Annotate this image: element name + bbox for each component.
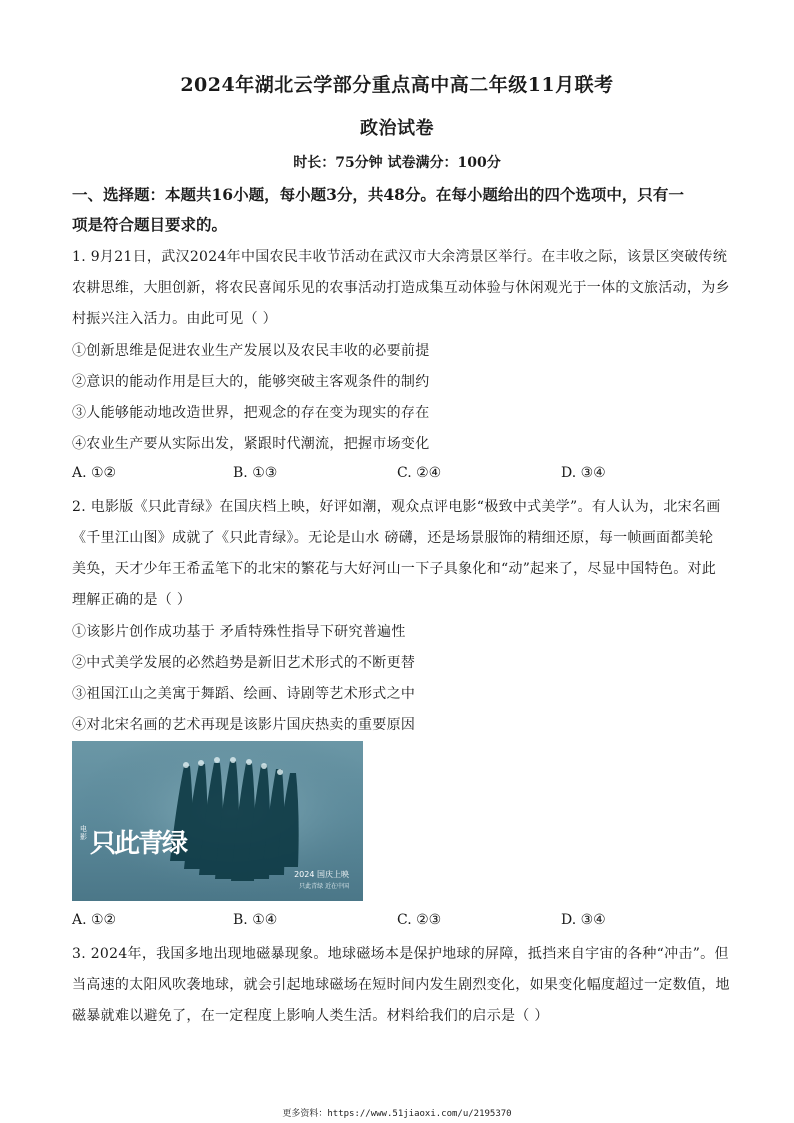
poster-release-date: 2024 国庆上映 xyxy=(294,870,349,879)
poster-small-title: 电影 xyxy=(80,825,87,841)
q1-stem-line: 村振兴注入活力。由此可见（ ） xyxy=(72,311,277,327)
poster-title: 只此青绿 xyxy=(90,829,187,859)
q2-stem-line: 《千里江山图》成就了《只此青绿》。无论是山水 磅礴，还是场景服饰的精细还原，每一帧画面都美轮 xyxy=(72,530,714,546)
q3-stem-line: 磁暴就难以避免了，在一定程度上影响人类生活。材料给我们的启示是（ ） xyxy=(72,1008,549,1024)
film-poster-image xyxy=(72,741,363,901)
q2-statement: ①该影片创作成功基于 矛盾特殊性指导下研究普遍性 xyxy=(72,624,406,640)
q2-option-d: D. ③④ xyxy=(561,912,606,928)
exam-meta: 时长：75分钟 试卷满分：100分 xyxy=(293,155,501,171)
q2-stem-line: 理解正确的是（ ） xyxy=(72,592,192,608)
q2-stem-line: 2. 电影版《只此青绿》在国庆档上映，好评如潮，观众点评电影“极致中式美学”。有人认为，北宋名画 xyxy=(72,499,721,515)
footer-link[interactable]: 更多资料：https://www.51jiaoxi.com/u/2195370 xyxy=(282,1109,512,1119)
q1-statement: ③人能够能动地改造世界，把观念的存在变为现实的存在 xyxy=(72,405,430,421)
q2-statement: ②中式美学发展的必然趋势是新旧艺术形式的不断更替 xyxy=(72,655,416,671)
q2-option-a: A. ①② xyxy=(72,912,117,928)
section-heading-line1: 一、选择题：本题共16小题，每小题3分，共48分。在每小题给出的四个选项中，只有一 xyxy=(72,185,684,204)
q1-stem-line: 农耕思维，大胆创新，将农民喜闻乐见的农事活动打造成集互动体验与休闲观光于一体的文旅活动，为乡 xyxy=(72,280,730,296)
q1-statement: ①创新思维是促进农业生产发展以及农民丰收的必要前提 xyxy=(72,343,430,359)
exam-title: 2024年湖北云学部分重点高中高二年级11月联考 xyxy=(180,74,614,96)
q1-option-d: D. ③④ xyxy=(561,465,606,481)
q2-option-b: B. ①④ xyxy=(233,912,278,928)
q2-statement: ③祖国江山之美寓于舞蹈、绘画、诗剧等艺术形式之中 xyxy=(72,686,416,702)
section-heading-line2: 项是符合题目要求的。 xyxy=(72,215,228,234)
q3-stem-line: 3. 2024年，我国多地出现地磁暴现象。地球磁场本是保护地球的屏障，抵挡来自宇宙的各种“冲击”。但 xyxy=(72,946,729,962)
q2-stem-line: 美奂，天才少年王希孟笔下的北宋的繁花与大好河山一下子具象化和“动”起来了，尽显中国特色。对此 xyxy=(72,561,717,577)
q1-stem-line: 1. 9月21日，武汉2024年中国农民丰收节活动在武汉市大余湾景区举行。在丰收之际，该景区突破传统 xyxy=(72,249,728,265)
q2-statement: ④对北宋名画的艺术再现是该影片国庆热卖的重要原因 xyxy=(72,717,416,733)
q1-statement: ②意识的能动作用是巨大的，能够突破主客观条件的制约 xyxy=(72,374,430,390)
q1-option-a: A. ①② xyxy=(72,465,117,481)
q1-option-b: B. ①③ xyxy=(233,465,278,481)
q2-option-c: C. ②③ xyxy=(397,912,442,928)
q3-stem-line: 当高速的太阳风吹袭地球，就会引起地球磁场在短时间内发生剧烈变化，如果变化幅度超过一定数值，地 xyxy=(72,977,730,993)
q1-option-c: C. ②④ xyxy=(397,465,442,481)
exam-subject: 政治试卷 xyxy=(360,118,434,139)
poster-release-sub: 只此青绿 近在中国 xyxy=(299,883,349,890)
q1-statement: ④农业生产要从实际出发，紧跟时代潮流，把握市场变化 xyxy=(72,436,430,452)
